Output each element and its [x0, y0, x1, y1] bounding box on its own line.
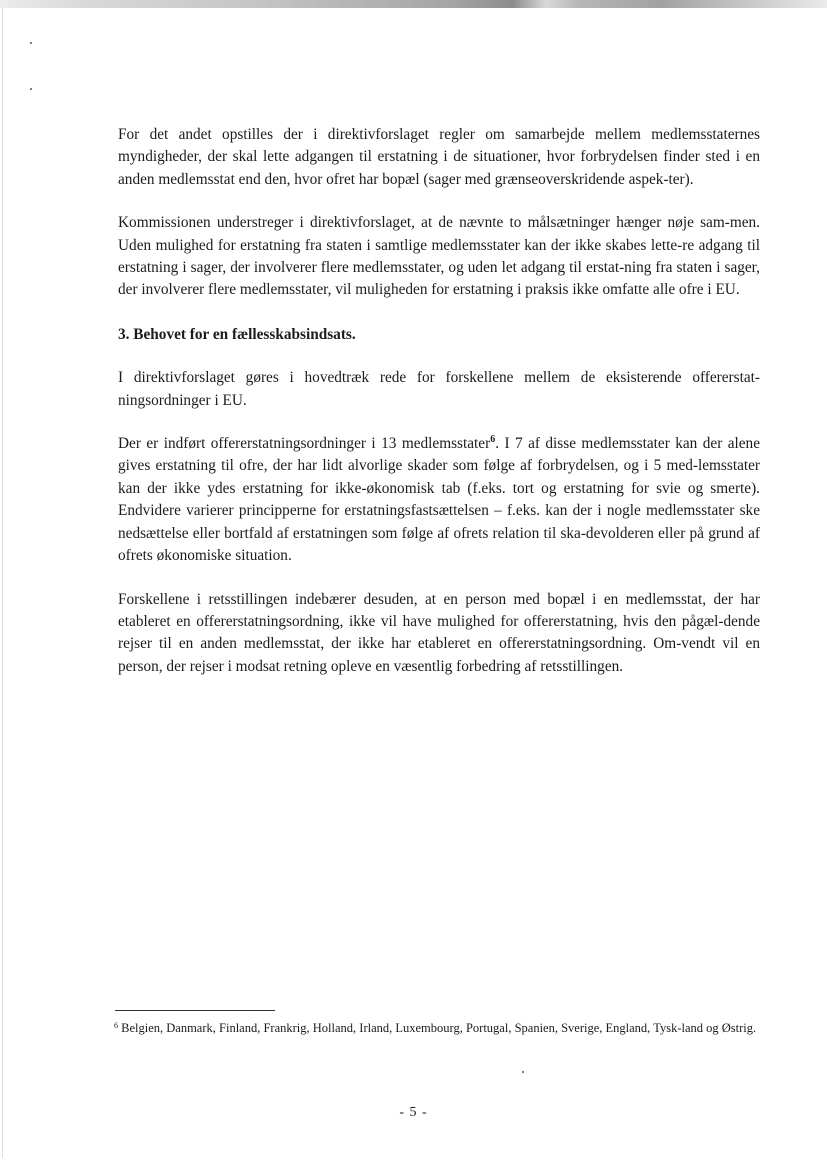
scan-speck — [30, 88, 32, 90]
paragraph-cooperation: For det andet opstilles der i direktivforslaget regler om samarbejde mellem medlemsstaternes myndigheder, der skal lette adgangen til erstatning i de situationer, hvor forbrydelsen finder sted i en anden medlemsstat end den, hvor ofret har bopæl (sager med grænseoverskridende aspek-ter). — [118, 126, 760, 188]
section-heading: 3. Behovet for en fællesskabsindsats. — [118, 325, 356, 343]
paragraph-legal-position: Forskellene i retsstillingen indebærer desuden, at en person med bopæl i en medlemsstat, der har etableret en offererstatningsordning, ikke vil have mulighed for offererstatning, hvis den pågæl-dende rejser til en anden medlemsstat, der ikke har etableret en offererstatningsordning. Om-vendt vil en person, der rejser i modsat retning opleve en væsentlig forbedring af retsstillingen. — [118, 590, 760, 675]
paragraph-member-states — [118, 433, 760, 567]
scan-artifact-left-edge — [2, 8, 3, 1158]
paragraph-differences-overview: I direktivforslaget gøres i hovedtræk rede for forskellene mellem de eksisterende offererstat-ningsordninger i EU. — [118, 369, 760, 409]
footnote — [114, 1020, 760, 1037]
page-number: - 5 - — [399, 1105, 428, 1120]
document-body — [118, 124, 760, 678]
footnote-marker: 6 — [490, 434, 496, 446]
paragraph-member-states-lead: Der er indført offererstatningsordninger i 13 medlemsstater — [118, 435, 491, 453]
footnote-text: Belgien, Danmark, Finland, Frankrig, Holland, Irland, Luxembourg, Portugal, Spanien, Sverige, England, Tysk-land og Østrig. — [121, 1021, 757, 1035]
footnote-separator — [115, 1010, 275, 1011]
scan-speck — [30, 42, 32, 44]
paragraph-member-states-rest: . I 7 af disse medlemsstater kan der alene gives erstatning til ofre, der har lidt alvorlige skader som følge af forbrydelsen, og i 5 med-lemsstater kan der ikke ydes erstatning for ikke-økonomisk tab (f.eks. tort og erstatning for svie og smerte). Endvidere varierer principperne for erstatningsfastsættelsen – f.eks. kan der i nogle medlemsstater ske nedsættelse eller bortfald af erstatningen som følge af ofrets relation til ska-devolderen eller på grund af ofrets økonomiske situation. — [118, 435, 760, 565]
footnote-number: 6 — [114, 1021, 118, 1030]
paragraph-commission: Kommissionen understreger i direktivforslaget, at de nævnte to målsætninger hænger nøje sam-men. Uden mulighed for erstatning fra staten i samtlige medlemsstater kan der ikke skabes lette-re adgang til erstatning i sager, der involverer flere medlemsstater, og uden let adgang til erstat-ning fra staten i sager, der involverer flere medlemsstater, vil muligheden for erstatning i praksis ikke omfatte alle ofre i EU. — [118, 214, 760, 299]
scan-artifact-top-edge — [0, 0, 827, 8]
scan-speck — [522, 1071, 524, 1073]
